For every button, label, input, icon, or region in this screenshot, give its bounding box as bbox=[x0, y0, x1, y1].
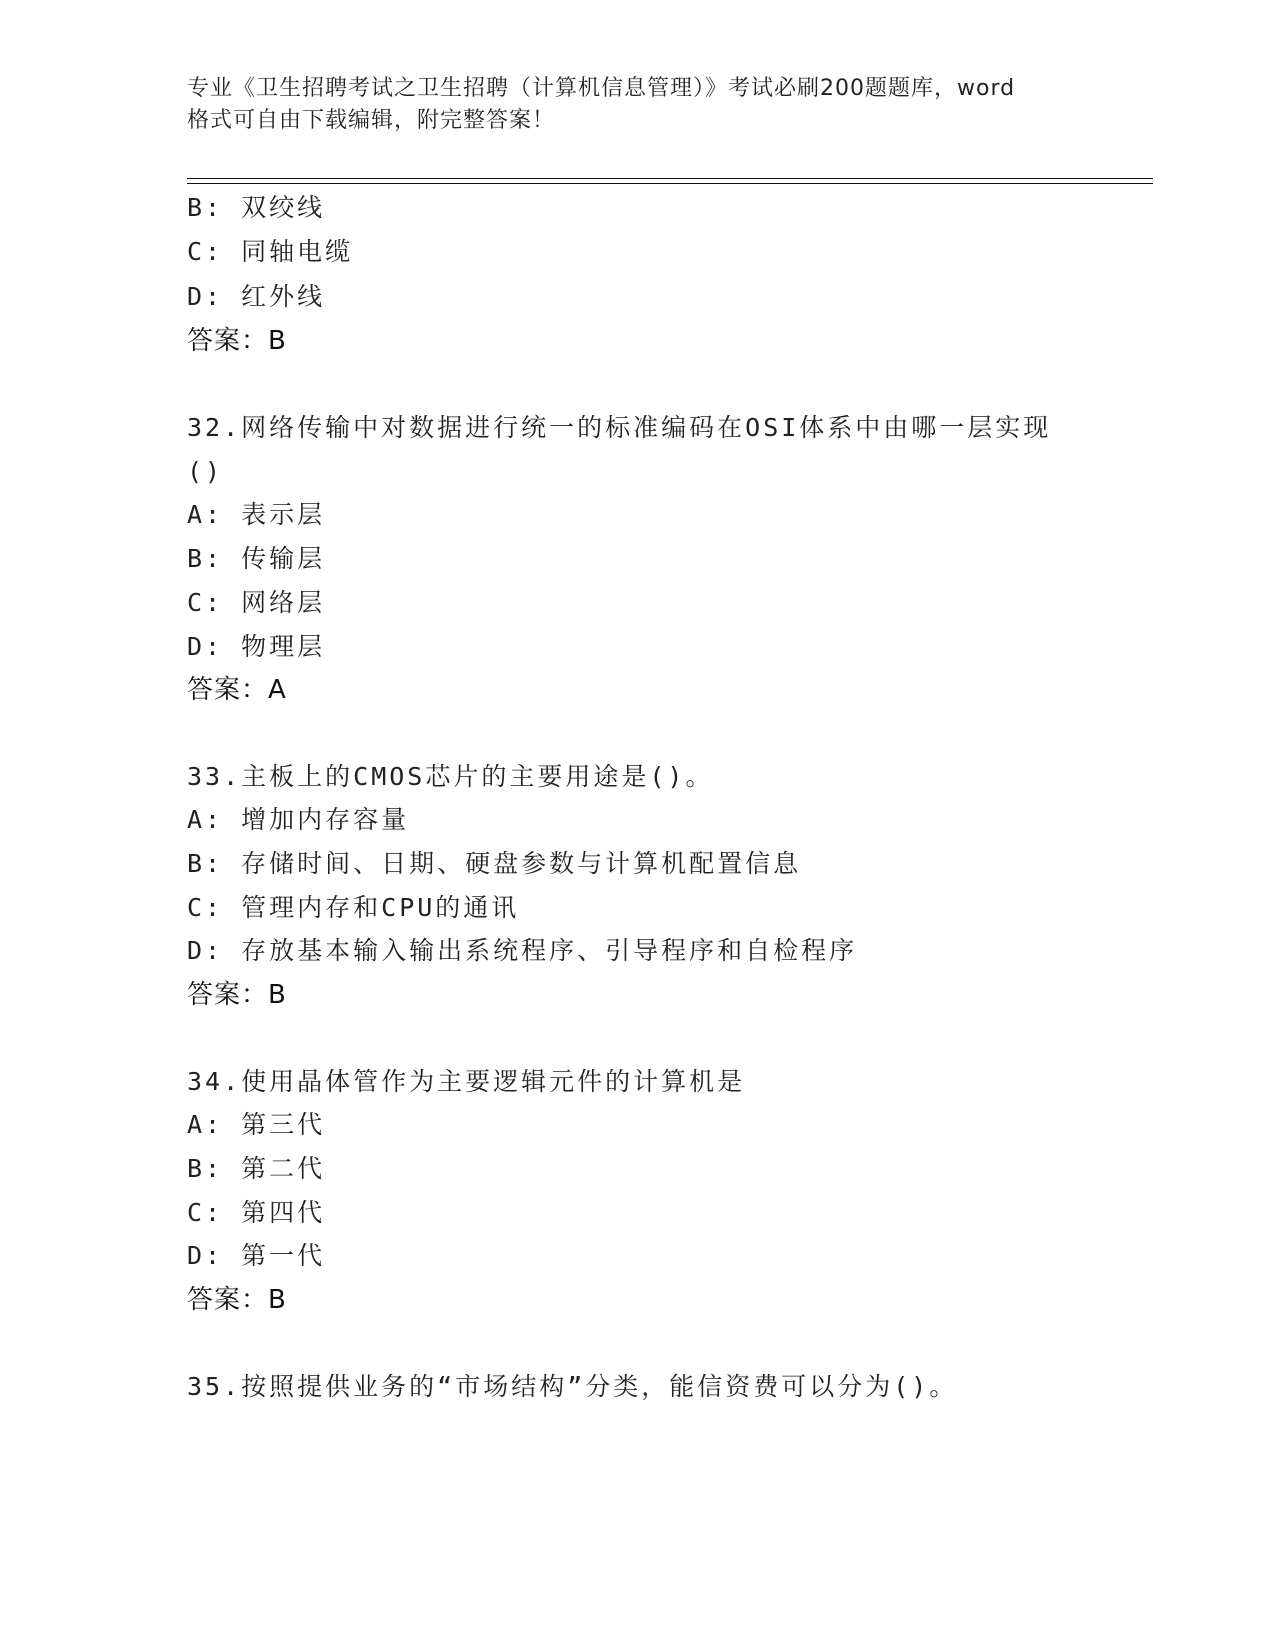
q33-answer: 答案：B bbox=[187, 980, 287, 1010]
q32-question-line-1: 32.网络传输中对数据进行统一的标准编码在OSI体系中由哪一层实现 bbox=[187, 413, 1052, 442]
q33-option-d: D: 存放基本输入输出系统程序、引导程序和自检程序 bbox=[187, 936, 858, 965]
q32-option-a: A: 表示层 bbox=[187, 500, 326, 529]
q34-option-d: D: 第一代 bbox=[187, 1241, 326, 1270]
q33-option-b: B: 存储时间、日期、硬盘参数与计算机配置信息 bbox=[187, 849, 802, 878]
q32-question-line-2: () bbox=[187, 457, 224, 486]
q31-option-d: D: 红外线 bbox=[187, 282, 326, 311]
q31-option-c: C: 同轴电缆 bbox=[187, 237, 354, 266]
q32-option-b: B: 传输层 bbox=[187, 544, 326, 573]
q34-answer: 答案：B bbox=[187, 1285, 287, 1315]
q33-option-c: C: 管理内存和CPU的通讯 bbox=[187, 893, 520, 922]
q35-question: 35.按照提供业务的“市场结构”分类，能信资费可以分为()。 bbox=[187, 1372, 958, 1401]
document-header bbox=[187, 73, 1087, 137]
header-divider-bottom bbox=[187, 183, 1153, 184]
q33-option-a: A: 增加内存容量 bbox=[187, 805, 410, 834]
q31-option-b: B: 双绞线 bbox=[187, 193, 326, 222]
q31-answer: 答案：B bbox=[187, 326, 287, 356]
q32-option-c: C: 网络层 bbox=[187, 588, 326, 617]
header-line-2: 格式可自由下载编辑，附完整答案！ bbox=[187, 108, 556, 133]
header-line-1: 专业《卫生招聘考试之卫生招聘（计算机信息管理）》考试必刷200题题库，word bbox=[187, 76, 1016, 101]
q33-question: 33.主板上的CMOS芯片的主要用途是()。 bbox=[187, 762, 714, 791]
q32-option-d: D: 物理层 bbox=[187, 632, 326, 661]
header-divider-top bbox=[187, 178, 1153, 179]
q34-question: 34.使用晶体管作为主要逻辑元件的计算机是 bbox=[187, 1067, 746, 1096]
q34-option-b: B: 第二代 bbox=[187, 1154, 326, 1183]
q34-option-c: C: 第四代 bbox=[187, 1198, 326, 1227]
q34-option-a: A: 第三代 bbox=[187, 1110, 326, 1139]
q32-answer: 答案：A bbox=[187, 675, 287, 705]
